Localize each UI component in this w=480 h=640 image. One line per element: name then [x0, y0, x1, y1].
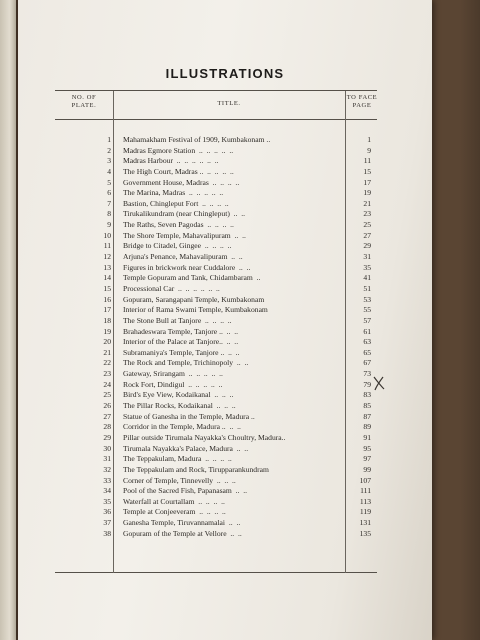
- plate-number: 1: [107, 135, 111, 144]
- dot-leader: .. ..: [233, 358, 249, 368]
- plate-title-cell: [123, 337, 345, 348]
- dot-leader: .. .. .. ..: [201, 315, 232, 325]
- plate-number: 24: [103, 379, 111, 389]
- plate-number: 15: [103, 283, 111, 293]
- plate-number: 17: [103, 305, 111, 315]
- plate-title-cell: [123, 486, 345, 497]
- dot-leader: .. .. .. .. ..: [184, 369, 223, 379]
- plate-title: The Teppakulam and Rock, Tirupparankundram: [123, 464, 269, 474]
- plate-number: 30: [103, 443, 111, 453]
- plate-title-cell: [123, 209, 345, 220]
- plate-title: The Pillar Rocks, Kodaikanal: [123, 401, 213, 411]
- dot-leader: .. .. .. .. ..: [185, 188, 224, 198]
- plate-title-cell: [123, 188, 345, 199]
- plate-title: Subramaniya's Temple, Tanjore ..: [123, 347, 225, 357]
- plate-title-cell: [123, 273, 345, 284]
- plate-number: 19: [103, 326, 111, 336]
- dot-leader: .. ..: [226, 528, 242, 538]
- plate-title-cell: [123, 284, 345, 295]
- dot-leader: .. .. ..: [212, 401, 236, 411]
- plate-number: 16: [103, 294, 111, 304]
- plate-title: Gateway, Srirangam: [123, 369, 185, 379]
- plate-title: Arjuna's Penance, Mahavalipuram: [123, 252, 228, 262]
- plate-title-cell: [123, 199, 345, 210]
- plate-title-cell: [123, 167, 345, 178]
- table-row: [55, 486, 377, 497]
- plate-title: Temple Gopuram and Tank, Chidambaram: [123, 273, 253, 283]
- facing-page-number: 107: [359, 475, 371, 485]
- facing-page-number: 95: [363, 443, 371, 453]
- dot-leader: ..: [249, 411, 255, 421]
- table-row: [55, 327, 377, 338]
- plate-title: Mahamakham Festival of 1909, Kumbakonam: [123, 135, 265, 144]
- plate-number: 27: [103, 411, 111, 421]
- facing-page-number: 119: [359, 507, 371, 517]
- plate-number: 29: [103, 432, 111, 442]
- plate-title: Rock Fort, Dindigul: [123, 379, 185, 389]
- page-column-header: [345, 94, 379, 110]
- plate-title-cell: [123, 390, 345, 401]
- dot-leader: .. .. .. ..: [208, 177, 240, 187]
- dot-leader: .. ..: [224, 347, 240, 357]
- plate-title: Gopuram of the Temple at Vellore: [123, 528, 227, 538]
- table-row: [55, 476, 377, 487]
- facing-page-number: 65: [363, 347, 371, 357]
- plate-number: 26: [103, 401, 111, 411]
- table-row: [55, 252, 377, 263]
- table-row: [55, 135, 377, 146]
- plate-title-cell: [123, 220, 345, 231]
- plate-title: Temple at Conjeeveram: [123, 507, 196, 517]
- facing-page-number: 61: [363, 326, 371, 336]
- facing-page-number: 91: [363, 432, 371, 442]
- plate-title-cell: [123, 348, 345, 359]
- plate-title-cell: [123, 465, 345, 476]
- plate-number: 31: [103, 454, 111, 464]
- dot-leader: ..: [264, 135, 271, 144]
- plate-title-cell: [123, 327, 345, 338]
- plate-number: 21: [103, 347, 111, 357]
- plate-title: Bridge to Citadel, Gingee: [123, 241, 202, 251]
- title-column-header: TITLE.: [217, 100, 241, 107]
- plate-title: Tirumala Nayakka's Palace, Madura: [123, 443, 233, 453]
- plate-number: 3: [107, 156, 111, 166]
- facing-page-number: 85: [363, 401, 371, 411]
- facing-page-number: 53: [363, 294, 371, 304]
- facing-page-number: 73: [363, 369, 371, 379]
- table-row: [55, 295, 377, 306]
- plate-title: Gopuram, Sarangapani Temple, Kumbakonam: [123, 294, 265, 304]
- plate-title: Pool of the Sacred Fish, Papanasam: [123, 486, 232, 496]
- bottom-rule: [55, 572, 377, 573]
- table-row: [55, 454, 377, 465]
- plate-title: Bird's Eye View, Kodaikanal: [123, 390, 211, 400]
- facing-page-number: 29: [363, 241, 371, 251]
- plate-title-cell: [123, 497, 345, 508]
- table-row: [55, 412, 377, 423]
- plate-title: The Shore Temple, Mahavalipuram: [123, 230, 231, 240]
- dot-leader: .. .. .. .. ..: [195, 145, 234, 155]
- facing-page-number: 99: [363, 464, 371, 474]
- plate-number: 23: [103, 369, 111, 379]
- plate-title: Waterfall at Courtallam: [123, 496, 195, 506]
- dot-leader: .. ..: [235, 262, 251, 272]
- facing-page-number: 83: [363, 390, 371, 400]
- plate-title: Interior of the Palace at Tanjore..: [123, 337, 223, 347]
- plate-title-cell: [123, 241, 345, 252]
- table-row: [55, 337, 377, 348]
- plate-title: The High Court, Madras ..: [123, 166, 204, 176]
- facing-page-number: 57: [363, 315, 371, 325]
- table-row: [55, 433, 377, 444]
- plate-number: 22: [103, 358, 111, 368]
- plate-number: 20: [103, 337, 111, 347]
- plate-title-cell: [123, 507, 345, 518]
- plate-number: 36: [103, 507, 111, 517]
- plate-title-cell: [123, 231, 345, 242]
- table-row: [55, 518, 377, 529]
- plate-number: 7: [107, 198, 111, 208]
- table-row: [55, 444, 377, 455]
- facing-page-number: 67: [363, 358, 371, 368]
- plate-number: 8: [107, 209, 111, 219]
- table-row: [55, 316, 377, 327]
- plate-number: 10: [103, 230, 111, 240]
- dot-leader: .. ..: [227, 252, 243, 262]
- dot-leader: .. ..: [230, 230, 246, 240]
- plate-title-cell: [123, 156, 345, 167]
- dot-leader: .. ..: [232, 443, 249, 453]
- facing-page-number: 23: [363, 209, 371, 219]
- plate-column-header: [55, 94, 113, 110]
- table-row: [55, 167, 377, 178]
- header-rule: [55, 119, 377, 120]
- plate-title-cell: [123, 358, 345, 369]
- plate-title-cell: [123, 433, 345, 444]
- facing-page-number: 41: [363, 273, 371, 283]
- dot-leader: .. .. .. ..: [203, 220, 234, 230]
- facing-page-number: 87: [363, 411, 371, 421]
- table-row: [55, 273, 377, 284]
- table-row: [55, 422, 377, 433]
- plate-header-line2: PLATE.: [71, 102, 97, 109]
- plate-title-cell: [123, 369, 345, 380]
- plate-title: Bastion, Chingleput Fort: [123, 198, 199, 208]
- plate-title: Tirukalikundram (near Chingleput): [123, 209, 230, 219]
- plate-number: 5: [107, 177, 111, 187]
- dot-leader: .. .. ..: [210, 390, 234, 400]
- table-row: [55, 369, 377, 380]
- dot-leader: .. .. .. ..: [201, 241, 232, 251]
- table-row: [55, 380, 377, 391]
- facing-page-number: 111: [360, 486, 371, 496]
- table-row: [55, 199, 377, 210]
- plate-number: 25: [103, 390, 111, 400]
- facing-page-number: 55: [363, 305, 371, 315]
- table-row: [55, 529, 377, 540]
- table-row: [55, 188, 377, 199]
- facing-page-number: 135: [359, 528, 371, 538]
- plate-number: 9: [107, 220, 111, 230]
- dot-leader: .. .. .. ..: [201, 454, 232, 464]
- page-header-line2: PAGE: [352, 102, 372, 109]
- plate-title-cell: [123, 518, 345, 529]
- dot-leader: ..: [252, 273, 261, 283]
- plate-number: 18: [103, 315, 111, 325]
- facing-page-number: 97: [363, 454, 371, 464]
- facing-page-number: 25: [363, 220, 371, 230]
- handwritten-x-mark: [372, 375, 386, 391]
- plate-number: 28: [103, 422, 111, 432]
- plate-number: 2: [107, 145, 111, 155]
- plate-title: The Teppakulam, Madura: [123, 454, 202, 464]
- page-heading: ILLUSTRATIONS: [165, 66, 285, 81]
- facing-page-number: 27: [363, 230, 371, 240]
- plate-title: Government House, Madras: [123, 177, 209, 187]
- plate-title-cell: [123, 454, 345, 465]
- dot-leader: .. .. .. ..: [203, 166, 234, 176]
- plates-list: [55, 135, 377, 539]
- plate-title-cell: [123, 476, 345, 487]
- dot-leader: .. ..: [229, 209, 246, 219]
- facing-page-number: 113: [359, 496, 371, 506]
- plate-title-cell: [123, 305, 345, 316]
- plate-title-cell: [123, 135, 345, 146]
- plate-number: 12: [103, 252, 111, 262]
- plate-title: Brahadeswara Temple, Tanjore ..: [123, 326, 223, 336]
- plate-title: Statue of Ganesha in the Temple, Madura: [123, 411, 250, 421]
- facing-page-number: 35: [363, 262, 371, 272]
- plate-title: Madras Harbour: [123, 156, 173, 166]
- table-row: [55, 156, 377, 167]
- facing-page-number: 15: [363, 166, 371, 176]
- table-row: [55, 241, 377, 252]
- previous-page-edge: [0, 0, 16, 640]
- plate-title-cell: [123, 529, 345, 540]
- plate-title-cell: [123, 412, 345, 423]
- facing-page-number: 51: [363, 283, 371, 293]
- plate-title: The Stone Bull at Tanjore: [123, 315, 202, 325]
- dot-leader: .. .. .. ..: [195, 507, 226, 517]
- plate-header-line1: NO. OF: [71, 94, 97, 101]
- dot-leader: .. .. .. .. ..: [184, 379, 223, 389]
- table-row: [55, 231, 377, 242]
- plate-title-cell: [123, 263, 345, 274]
- book-page: [18, 0, 432, 640]
- facing-page-number: 63: [363, 337, 371, 347]
- plate-title-cell: [123, 380, 345, 391]
- plate-title-cell: [123, 316, 345, 327]
- dot-leader: .. ..: [231, 486, 248, 496]
- table-row: [55, 220, 377, 231]
- plate-title: The Rock and Temple, Trichinopoly: [123, 358, 234, 368]
- dot-leader: .. .. .. ..: [198, 198, 229, 208]
- plate-title: Corridor in the Temple, Madura ..: [123, 422, 226, 432]
- facing-page-number: 9: [367, 145, 371, 155]
- table-row: [55, 507, 377, 518]
- plate-number: 11: [103, 241, 111, 251]
- plate-number: 4: [107, 166, 111, 176]
- plate-title: Madras Egmore Station: [123, 145, 196, 155]
- page-header-line1: TO FACE: [346, 94, 378, 101]
- table-row: [55, 465, 377, 476]
- table-row: [55, 263, 377, 274]
- table-row: [55, 358, 377, 369]
- plate-number: 6: [107, 188, 111, 198]
- table-row: [55, 348, 377, 359]
- facing-page-number: 79: [363, 379, 371, 389]
- plate-number: 13: [103, 262, 111, 272]
- plate-title: Corner of Temple, Tinnevelly: [123, 475, 214, 485]
- plate-title: Pillar outside Tirumala Nayakka's Choultry, Madura..: [123, 432, 286, 442]
- plate-title-cell: [123, 178, 345, 189]
- dot-leader: .. .. .. ..: [194, 496, 225, 506]
- facing-page-number: 89: [363, 422, 371, 432]
- plate-title-cell: [123, 444, 345, 455]
- table-row: [55, 497, 377, 508]
- plate-title: Processional Car: [123, 283, 175, 293]
- facing-page-number: 11: [363, 156, 371, 166]
- table-row: [55, 390, 377, 401]
- plate-title-cell: [123, 422, 345, 433]
- table-row: [55, 146, 377, 157]
- plate-number: 14: [103, 273, 111, 283]
- facing-page-number: 131: [359, 518, 371, 528]
- plate-number: 37: [103, 518, 111, 528]
- plate-title-cell: [123, 401, 345, 412]
- dot-leader: .. .. .. .. .. ..: [172, 156, 219, 166]
- plate-title: Interior of Rama Swami Temple, Kumbakonam: [123, 305, 268, 315]
- facing-page-number: 21: [363, 198, 371, 208]
- plate-title: Figures in brickwork near Cuddalore: [123, 262, 236, 272]
- table-row: [55, 401, 377, 412]
- table-row: [55, 305, 377, 316]
- table-row: [55, 284, 377, 295]
- dot-leader: .. .. .. .. .. ..: [174, 283, 220, 293]
- facing-page-number: 1: [367, 135, 371, 144]
- dot-leader: .. ..: [225, 422, 241, 432]
- plate-title: Ganesha Temple, Tiruvannamalai: [123, 518, 226, 528]
- plate-number: 32: [103, 464, 111, 474]
- plate-title-cell: [123, 252, 345, 263]
- dot-leader: .. ..: [222, 326, 239, 336]
- plate-number: 33: [103, 475, 111, 485]
- facing-page-number: 31: [363, 252, 371, 262]
- facing-page-number: 19: [363, 188, 371, 198]
- table-row: [55, 209, 377, 220]
- plate-title: The Marina, Madras: [123, 188, 186, 198]
- plate-number: 35: [103, 496, 111, 506]
- plate-title-cell: [123, 146, 345, 157]
- plate-title: The Raths, Seven Pagodas: [123, 220, 204, 230]
- plate-number: 38: [103, 528, 111, 538]
- dot-leader: .. ..: [225, 518, 241, 528]
- dot-leader: .. .. ..: [213, 475, 236, 485]
- plate-title-cell: [123, 295, 345, 306]
- table-row: [55, 178, 377, 189]
- plate-number: 34: [103, 486, 111, 496]
- dot-leader: .. ..: [222, 337, 239, 347]
- facing-page-number: 17: [363, 177, 371, 187]
